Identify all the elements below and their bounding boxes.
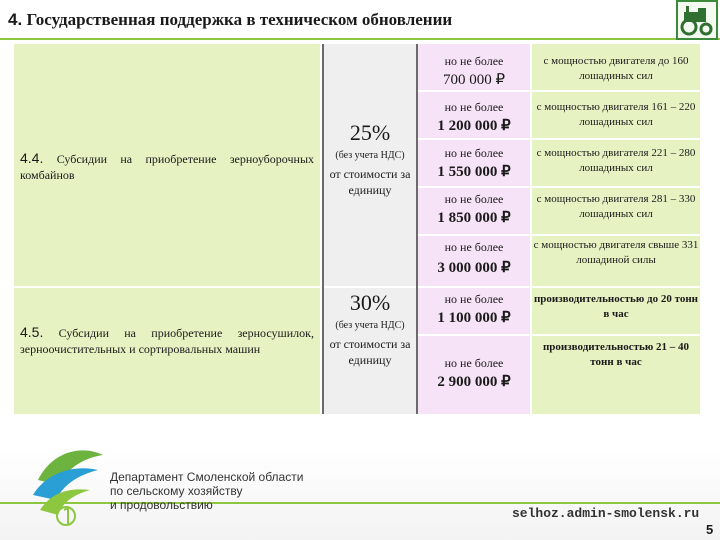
footer-background — [0, 448, 720, 540]
amount-label: но не более — [444, 240, 504, 254]
website-url[interactable]: selhoz.admin-smolensk.ru — [512, 506, 700, 521]
amount-value: 1 200 000 ₽ — [437, 118, 511, 134]
percent-value: 30% — [349, 290, 391, 315]
amount-value: 3 000 000 ₽ — [437, 260, 511, 276]
engine-power-description: с мощностью двигателя до 160 лошадиных сил — [543, 55, 689, 82]
vat-note: (без учета НДС) — [335, 150, 405, 161]
page-number: 5 — [706, 522, 714, 537]
section-number: 4.5. — [20, 324, 44, 340]
engine-power-description: с мощностью двигателя 281 – 330 лошадиных сил — [536, 193, 696, 220]
amount-value: 1 100 000 ₽ — [437, 310, 511, 326]
section-description: Субсидии на приобретение зерноуборочных комбайнов — [20, 152, 314, 182]
of-cost-note: от стоимости за единицу — [329, 167, 411, 197]
amount-label: но не более — [444, 292, 504, 306]
of-cost-note: от стоимости за единицу — [329, 337, 411, 367]
department-line: по сельскому хозяйству — [110, 484, 243, 498]
title-text: Государственная поддержка в техническом обновлении — [26, 10, 453, 29]
section-number: 4.4. — [20, 150, 44, 166]
department-line: и продовольствию — [110, 498, 213, 512]
section-4-4-percent-cell — [324, 44, 416, 286]
department-line: Департамент Смоленской области — [110, 470, 304, 484]
footer-divider — [0, 502, 720, 504]
amount-value: 1 550 000 ₽ — [437, 164, 511, 180]
engine-power-description: с мощностью двигателя 161 – 220 лошадиных сил — [536, 101, 696, 128]
engine-power-description: с мощностью двигателя свыше 331 лошадиной силы — [533, 239, 699, 266]
section-4-5-text — [20, 324, 314, 357]
amount-value: 2 900 000 ₽ — [437, 374, 511, 390]
amount-label: но не более — [444, 192, 504, 206]
amount-label: но не более — [444, 54, 504, 68]
title-number: 4. — [8, 10, 23, 29]
title-divider — [0, 38, 720, 40]
amount-label: но не более — [444, 100, 504, 114]
tractor-logo-icon — [676, 0, 718, 40]
department-bird-logo-icon — [28, 440, 108, 530]
amount-label: но не более — [444, 356, 504, 370]
section-description: Субсидии на приобретение зерносушилок, зерноочистительных и сортировальных машин — [20, 326, 314, 356]
percent-value: 25% — [349, 120, 391, 145]
amount-value: 1 850 000 ₽ — [437, 210, 511, 226]
vat-note: (без учета НДС) — [335, 320, 405, 331]
amount-value: 700 000 ₽ — [442, 72, 506, 88]
capacity-description: производительностью 21 – 40 тонн в час — [542, 341, 690, 368]
section-4-4-text — [20, 150, 314, 183]
capacity-description: производительностью до 20 тонн в час — [533, 293, 699, 320]
page-title — [8, 10, 452, 30]
amount-label: но не более — [444, 146, 504, 160]
department-name — [110, 470, 303, 512]
engine-power-description: с мощностью двигателя 221 – 280 лошадиных сил — [536, 147, 696, 174]
